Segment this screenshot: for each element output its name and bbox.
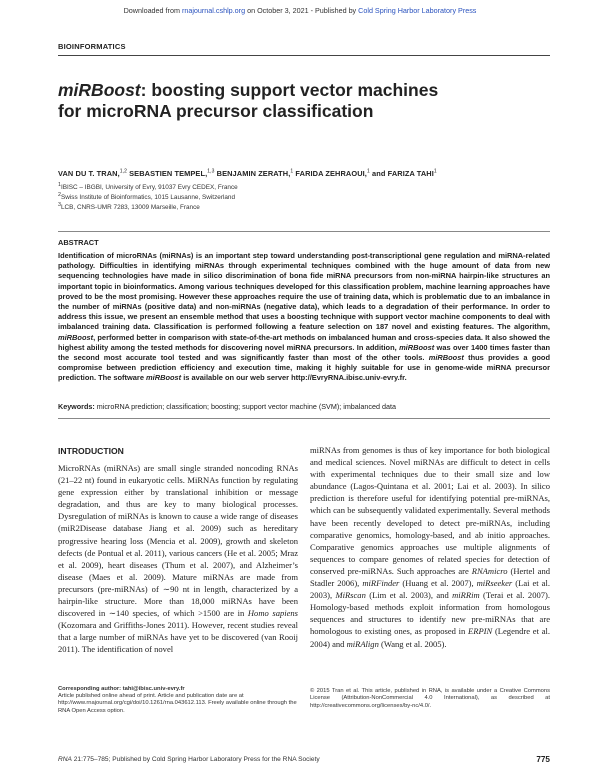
section-label: BIOINFORMATICS (58, 42, 126, 51)
publisher-link[interactable]: Cold Spring Harbor Laboratory Press (358, 6, 477, 15)
abstract-heading: ABSTRACT (58, 238, 99, 247)
title-line1: : boosting support vector machines (140, 80, 439, 100)
affiliation: $^2$Swiss Institute of Bioinformatics, 1015 Lausanne, Switzerland (58, 192, 236, 202)
article-note: Article published online ahead of print. Article and publication date are at http://www.rnajournal.org/cgi/doi/10.1261/rna.043612.113. Freely available online through the RNA Open Access option. (58, 693, 297, 714)
author: SEBASTIEN TEMPEL,$^{1,3}$ (129, 169, 215, 179)
footer-citation: RNA 21:775–785; Published by Cold Spring Harbor Laboratory Press for the RNA Society (58, 756, 320, 763)
title-line2: for microRNA precursor classification (58, 101, 374, 121)
keywords-text: microRNA prediction; classification; boosting; support vector machine (SVM); imbalanced data (94, 402, 396, 411)
footnote-left (58, 686, 298, 715)
corresponding-author: Corresponding author: tahi@ibisc.univ-evry.fr (58, 686, 185, 692)
title-tool-name: miRBoost (58, 80, 141, 100)
license-note: © 2015 Tran et al. This article, published in RNA, is available under a Creative Commons License (Attribution-NonCommercial 4.0 International), as described at http://creativecommons.org/licenses/by-nc/4.0/. (310, 688, 550, 709)
article-title (58, 80, 538, 122)
header-rule (58, 55, 550, 56)
affiliation: $^3$LCB, CNRS-UMR 7283, 13009 Marseille, France (58, 202, 200, 212)
body-column-left: MicroRNAs (miRNAs) are small single stranded noncoding RNAs (21–22 nt) found in eukaryotic cells. MiRNAs function by regulating gene expression either by translational inhibition or message degradation, and thus are key to many biological processes. Dysregulation of miRNAs is known to cause a wide range of diseases (miR2Disease database Jiang et al. 2009) such as hereditary progressive hearing loss (Mencia et al. 2009), growth and skeleton defects (de Pontual et al. 2011), various cancers (He et al. 2005; Mraz et al. 2009), heart diseases (Thum et al. 2007), and Alzheimer’s disease (Maes et al. 2009). Mature miRNAs are made from precursors (pre-miRNAs) of ∼90 nt in length, characterized by a hairpin-like structure. More than 18,000 miRNAs have been discovered in ∼140 species, of which >1500 are in Homo sapiens (Kozomara and Griffiths-Jones 2011). However, recent studies reveal that a large number of miRNAs have yet to be discovered (van Rooij 2011). The identification of novel (58, 463, 299, 655)
abstract-body: Identification of microRNAs (miRNAs) is an important step toward understanding post-transcriptional gene regulation and miRNA-related pathology. Difficulties in identifying miRNAs through experimental techniques combined with the huge amount of data from new sequencing technologies have made in silico discrimination of bona fide miRNA precursors from non-miRNA hairpin-like structures an important topic in bioinformatics. Among various techniques developed for this classification problem, machine learning approaches have proved to be the most promising. However these approaches require the use of training data, which is problematic due to an imbalance in the number of miRNAs (positive data) and non-miRNAs (negative data), which leads to a degradation of their performance. In order to address this issue, we present an ensemble method that uses a boosting technique with support vector machine components to deal with imbalanced training data. Classification is performed following a feature selection on 187 novel and existing features. The algorithm, miRBoost, performed better in comparison with state-of-the-art methods on imbalanced human and cross-species data. It also showed the highest ability among the tested methods for discovering novel miRNA precursors. In addition, miRBoost was over 1400 times faster than the second most accurate tool tested and was significantly faster than most of the other tools. miRBoost thus provides a good compromise between prediction efficiency and execution time, making it highly suitable for use in genome-wide miRNA precursor prediction. The software miRBoost is available on our web server http://EvryRNA.ibisc.univ-evry.fr. (58, 251, 550, 383)
abstract-rule (58, 231, 550, 232)
author: and FARIZA TAHI$^1$ (372, 169, 437, 179)
download-prefix: Downloaded from (123, 6, 182, 15)
introduction-heading: INTRODUCTION (58, 446, 124, 456)
author: VAN DU T. TRAN,$^{1,2}$ (58, 169, 127, 179)
author: BENJAMIN ZERATH,$^1$ (216, 169, 294, 179)
journal-site-link[interactable]: rnajournal.cshlp.org (181, 6, 246, 15)
body-column-right: miRNAs from genomes is thus of key importance for both biological and medical sciences. Novel miRNAs are difficult to detect in cells with experimental techniques due to their small size and low abundance (Lagos-Quintana et al. 2001; Lai et al. 2003). In silico prediction is therefore useful for identifying potential pre-miRNAs, which can be subsequently validated experimentally. Several methods have been recently developed to detect pre-miRNAs, including comparative genomics, homology-based, and ab initio approaches. Comparative genomics approaches use multiple alignments of sequences to compare genomes of related species for detection of conserved pre-miRNAs. Such approaches are RNAmicro (Hertel and Stadler 2006), miRFinder (Huang et al. 2007), miRseeker (Lai et al. 2003), MiRscan (Lim et al. 2003), and miRRim (Terai et al. 2007). Homology-based methods exploit information from homologous sequences and structures to identify new pre-miRNAs that are homologous to existing ones, as proposed in ERPIN (Legendre et al. 2004) and miRAlign (Wang et al. 2005). (310, 445, 550, 649)
author: FARIDA ZEHRAOUI,$^1$ (295, 169, 370, 179)
keywords (58, 402, 550, 411)
download-middle: on October 3, 2021 - Published by (245, 6, 359, 15)
author-list (58, 169, 558, 178)
intro-rule (58, 418, 550, 419)
keywords-label: Keywords: (58, 402, 95, 411)
page-number: 775 (536, 755, 550, 764)
download-banner (0, 6, 600, 15)
affiliation: $^1$IBISC – IBGBI, University of Evry, 91037 Evry CEDEX, France (58, 182, 238, 192)
